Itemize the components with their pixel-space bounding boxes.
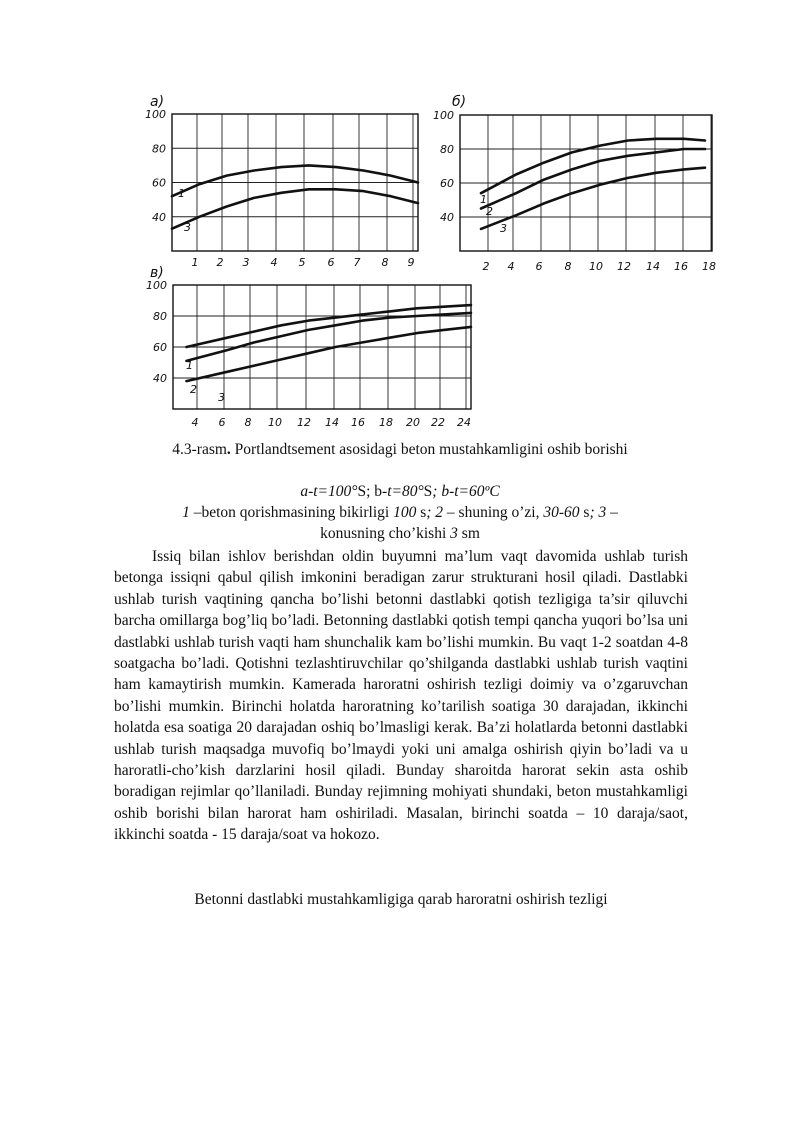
y-tick-label: 40 [152,210,166,224]
x-tick-label: 9 [407,256,415,269]
caption-temp-b-value: t=80° [387,483,424,500]
caption-figure-number: 4.3-rasm [172,441,227,458]
caption-temp-a-unit: S; [357,483,375,500]
panel-letter: б) [452,94,467,110]
figure-caption-title [140,440,660,460]
legend-num-2: ; 2 [426,504,444,521]
legend-num-1: 1 [182,504,190,521]
x-tick-label: 8 [244,416,252,429]
y-tick-label: 100 [145,108,166,121]
caption-temp-c: ; b-t=60ºC [432,483,500,500]
curve-label: 3 [218,391,225,404]
figure-caption-temperatures [140,482,660,502]
y-tick-label: 60 [440,177,454,190]
figure-caption-legend [140,503,660,523]
y-tick-label: 80 [152,142,166,156]
curve-label: 2 [190,383,197,396]
curve-label: 1 [186,359,193,372]
x-tick-label: 24 [457,416,471,429]
legend-text-3: konusning cho’kishi [320,525,451,542]
x-tick-label: 6 [218,416,226,429]
x-tick-label: 8 [381,256,389,269]
x-tick-label: 18 [379,416,393,429]
x-tick-label: 4 [270,256,278,269]
legend-dash-3: – [606,504,618,521]
x-tick-label: 14 [646,260,660,273]
x-tick-label: 12 [297,416,311,429]
series-line-1 [481,139,705,193]
series-line-3 [187,327,472,381]
caption-figure-title: Portlandtsement asosidagi beton mustahkamligini oshib borishi [230,441,628,458]
x-tick-label: 16 [351,416,365,429]
x-tick-label: 4 [191,416,199,429]
legend-val-3: 3 [450,525,458,542]
x-tick-label: 22 [431,416,445,429]
caption-figure-dot: . [226,441,231,458]
series-line-2 [481,149,705,209]
legend-val-2: 30-60 [543,504,580,521]
x-tick-label: 2 [216,256,224,269]
y-tick-label: 60 [152,176,166,190]
strength-growth-figure [0,0,800,440]
curve-label: 3 [500,222,507,235]
body-paragraph: Issiq bilan ishlov berishdan oldin buyumni ma’lum vaqt davomida ushlab turish betonga issiqni qabul qilish imkonini beradigan zarur strukturani hosil qiladi. Dastlabki ushlab turish vaqtining qancha bo’lishi betonni dastlabki qotish tezligiga ta’sir qiluvchi barcha omillarga bog’liq bo’ladi. Betonning dastlabki qotish tempi qancha yuqori bo’lsa uni dastlabki ushlab turish vaqti ham shunchalik kam bo’lishi mumkin. Bu vaqt 1-2 soatdan 4-8 soatgacha bo’ladi. Qotishni tezlashtiruvchilar qo’shilganda dastlabki ushlab turish vaqtini ham kamaytirish mumkin. Kamerada haroratni oshirish tezligi doimiy va o’zgaruvchan bo’lishi mumkin. Birinchi holatda haroratning ko’tarilish soatiga 30 darajadan, ikkinchi holatda esa soatiga 20 darajadan oshiq bo’lmasligi kerak. Ba’zi holatlarda betonni dastlabki ushlab turish maqsadga muvofiq bo’lmaydi yoki uni amalga oshirish qiyin bo’ladi va u haroratli-cho’kish darzlarini hosil qiladi. Bunday sharoitda harorat sekin asta oshib boradigan rejimlar qo’llaniladi. Bunday rejimning mohiyati shundaki, beton mustahkamligi oshib borishi bilan harorat ham oshiriladi. Masalan, birinchi soatda – 10 daraja/saot, ikkinchi soatda - 15 daraja/soat va hokozo. [114,548,688,844]
y-tick-label: 100 [146,279,167,292]
panel-letter: a) [150,94,165,110]
figure-caption-legend-cont [140,524,660,544]
y-tick-label: 40 [153,372,167,385]
x-tick-label: 2 [482,260,490,273]
y-tick-label: 80 [440,143,454,156]
legend-text-1: –beton qorishmasining bikirligi [189,504,394,521]
y-tick-label: 80 [153,310,167,323]
y-tick-label: 60 [153,341,167,354]
x-tick-label: 12 [617,260,631,273]
x-tick-label: 16 [674,260,688,273]
series-line-3 [172,189,418,228]
series-line-3 [481,168,705,229]
legend-num-3: ; 3 [589,504,607,521]
legend-text-2: – shuning o’zi, [443,504,544,521]
x-tick-label: 18 [702,260,716,273]
x-tick-label: 3 [242,256,250,269]
curve-label: 1 [480,193,487,206]
x-tick-label: 14 [325,416,339,429]
x-tick-label: 8 [564,260,572,273]
x-tick-label: 1 [191,256,199,269]
x-tick-label: 7 [353,256,361,269]
x-tick-label: 10 [589,260,603,273]
legend-unit-2: s [579,504,590,521]
curve-label: 1 [178,187,185,200]
caption-temp-b-label: b- [374,483,388,500]
x-tick-label: 6 [327,256,335,269]
x-tick-label: 20 [406,416,420,429]
legend-val-1: 100 [393,504,417,521]
caption-temp-a-label: a- [300,483,314,500]
y-tick-label: 100 [433,109,454,122]
legend-unit-1: s [416,504,427,521]
x-tick-label: 4 [507,260,515,273]
legend-unit-3: sm [457,525,480,542]
curve-label: 3 [184,221,191,234]
x-tick-label: 6 [535,260,543,273]
curve-label: 2 [486,205,493,218]
panel-letter: в) [150,265,164,281]
figure-svg [0,0,800,440]
x-tick-label: 10 [268,416,282,429]
caption-temp-b-unit: S [423,483,433,500]
x-tick-label: 5 [298,256,306,269]
section-subheading: Betonni dastlabki mustahkamligiga qarab haroratni oshirish tezligi [194,891,608,908]
y-tick-label: 40 [440,211,454,224]
caption-temp-a-value: t=100° [313,483,358,500]
